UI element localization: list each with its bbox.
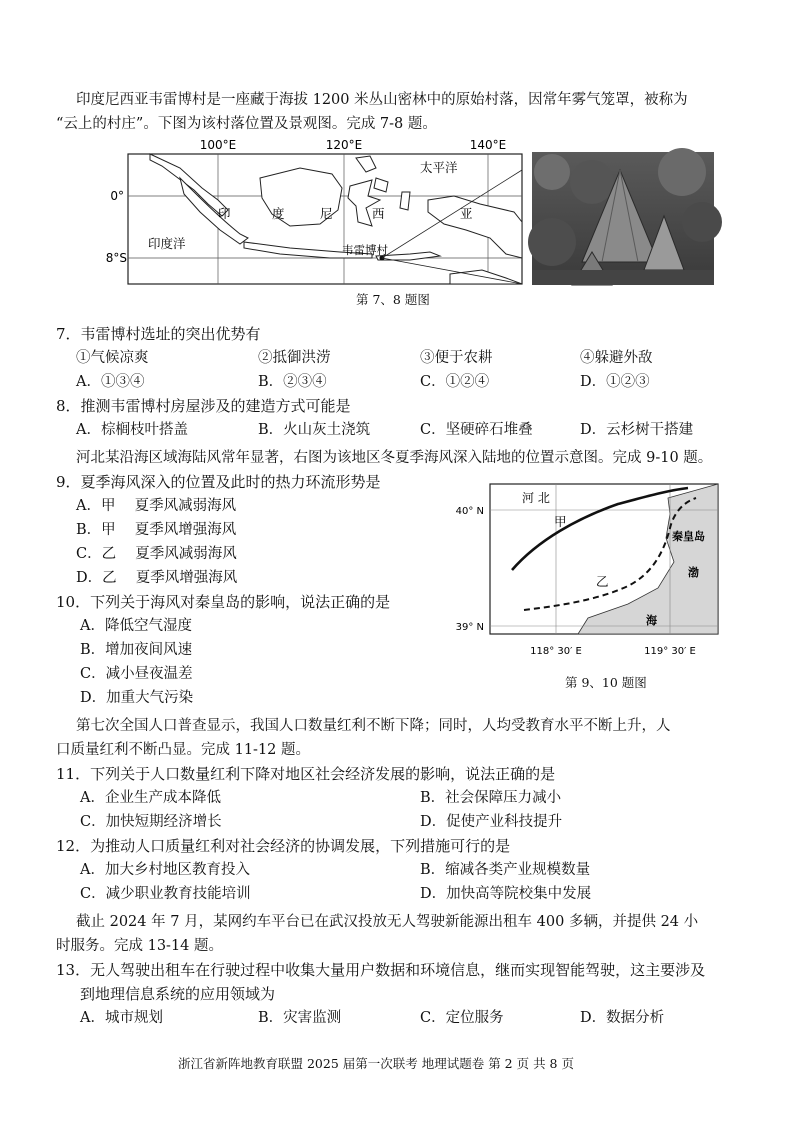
qinhuangdao-label: 秦皇岛 [672,530,705,543]
country-char-1: 印 [218,206,231,221]
pacific-label: 太平洋 [420,160,458,175]
q7-item-2: ②抵御洪涝 [258,350,331,366]
lat-8s-label: 8°S [105,251,127,265]
q12-choice-d[interactable]: D．加快高等院校集中发展 [420,886,592,902]
q12-choice-c[interactable]: C．减少职业教育技能培训 [80,886,251,902]
country-char-2: 度 [272,206,285,221]
q10-choice-b[interactable]: B．增加夜间风速 [80,642,193,658]
q12-choice-a[interactable]: A．加大乡村地区教育投入 [80,862,250,878]
q11-choice-b[interactable]: B．社会保障压力减小 [420,790,562,806]
q8-choice-d[interactable]: D．云杉树干搭建 [580,422,694,438]
q7-stem: 7．韦雷博村选址的突出优势有 [56,325,261,343]
q11-choice-d[interactable]: D．促使产业科技提升 [420,814,563,830]
q8-choice-b[interactable]: B．火山灰土浇筑 [258,422,371,438]
figure-9-10-caption: 第 9、10 题图 [565,675,647,690]
q11-choice-a[interactable]: A．企业生产成本降低 [80,790,221,806]
lat-39n-label: 39° N [455,622,484,633]
passage-13-14-line1: 截止 2024 年 7 月，某网约车平台已在武汉投放无人驾驶新能源出租车 400 多辆，并提供 24 小 [76,914,699,930]
q7-item-3: ③便于农耕 [420,350,493,366]
q11-choice-c[interactable]: C．加快短期经济增长 [80,814,222,830]
q13-choice-b[interactable]: B．灾害监测 [258,1010,342,1026]
q7-choice-d[interactable]: D．①②③ [580,374,650,390]
passage-13-14-line2: 时服务。完成 13-14 题。 [56,938,224,954]
q9-choice-d[interactable]: D．乙 夏季风增强海风 [76,570,238,586]
page-footer: 浙江省新阵地教育联盟 2025 届第一次联考 地理试题卷 第 2 页 共 8 页 [178,1056,574,1071]
country-char-3: 尼 [320,206,333,221]
passage-11-12-line1: 第七次全国人口普查显示，我国人口数量红利不断下降；同时，人均受教育水平不断上升，人 [76,718,671,734]
q8-choice-a[interactable]: A．棕榈枝叶搭盖 [76,422,188,438]
passage-7-8-line1: 印度尼西亚韦雷博村是一座藏于海拔 1200 米丛山密林中的原始村落，因常年雾气笼罩，被称为 [76,92,688,108]
q12-choice-b[interactable]: B．缩减各类产业规模数量 [420,862,591,878]
q9-choice-a[interactable]: A．甲 夏季风减弱海风 [76,498,237,514]
lon-120e-label: 120°E [325,138,363,152]
hebei-label: 河 北 [522,491,550,505]
q10-stem: 10．下列关于海风对秦皇岛的影响，说法正确的是 [56,593,391,611]
country-char-5: 亚 [460,206,473,221]
jia-label: 甲 [554,514,567,529]
q7-choice-b[interactable]: B．②③④ [258,374,327,390]
bo-label: 渤 [688,566,699,579]
q8-choice-c[interactable]: C．坚硬碎石堆叠 [420,422,533,438]
figure-7-8-caption: 第 7、8 题图 [356,292,430,307]
q7-choice-c[interactable]: C．①②④ [420,374,490,390]
passage-11-12-line2: 口质量红利不断凸显。完成 11-12 题。 [56,742,311,758]
q9-stem: 9．夏季海风深入的位置及此时的热力环流形势是 [56,473,381,491]
q10-choice-d[interactable]: D．加重大气污染 [80,690,194,706]
yi-label: 乙 [596,574,609,589]
q7-choice-a[interactable]: A．①③④ [76,374,145,390]
q8-stem: 8．推测韦雷博村房屋涉及的建造方式可能是 [56,397,351,415]
lat-40n-label: 40° N [455,506,484,517]
q13-choice-d[interactable]: D．数据分析 [580,1010,665,1026]
q12-stem: 12．为推动人口质量红利对社会经济的协调发展，下列措施可行的是 [56,837,511,855]
lat-0-label: 0° [110,189,124,203]
village-label: 韦雷博村 [342,243,388,257]
passage-9-10: 河北某沿海区域海陆风常年显著，右图为该地区冬夏季海风深入陆地的位置示意图。完成 9-10 题。 [76,450,713,466]
q9-choice-b[interactable]: B．甲 夏季风增强海风 [76,522,237,538]
indian-ocean-label: 印度洋 [148,236,186,251]
lon-119-30e-label: 119° 30′ E [644,646,696,657]
q9-choice-c[interactable]: C．乙 夏季风减弱海风 [76,546,237,562]
hebei-coast-map [438,478,724,662]
q13-choice-c[interactable]: C．定位服务 [420,1010,504,1026]
passage-7-8-line2: “云上的村庄”。下图为该村落位置及景观图。完成 7-8 题。 [56,116,437,132]
q7-item-4: ④躲避外敌 [580,350,653,366]
q7-item-1: ①气候凉爽 [76,350,149,366]
q13-stem-line2: 到地理信息系统的应用领域为 [80,985,276,1003]
lon-100e-label: 100°E [199,138,237,152]
q10-choice-a[interactable]: A．降低空气湿度 [80,618,192,634]
q13-choice-a[interactable]: A．城市规划 [80,1010,163,1026]
country-char-4: 西 [372,206,385,221]
lon-118-30e-label: 118° 30′ E [530,646,582,657]
lon-140e-label: 140°E [469,138,507,152]
village-photo [532,152,714,285]
q13-stem-line1: 13．无人驾驶出租车在行驶过程中收集大量用户数据和环境信息，继而实现智能驾驶，这主要涉及 [56,961,706,979]
q11-stem: 11．下列关于人口数量红利下降对地区社会经济发展的影响，说法正确的是 [56,765,556,783]
q10-choice-c[interactable]: C．减小昼夜温差 [80,666,193,682]
indonesia-map [105,138,530,288]
hai-label: 海 [646,614,657,627]
